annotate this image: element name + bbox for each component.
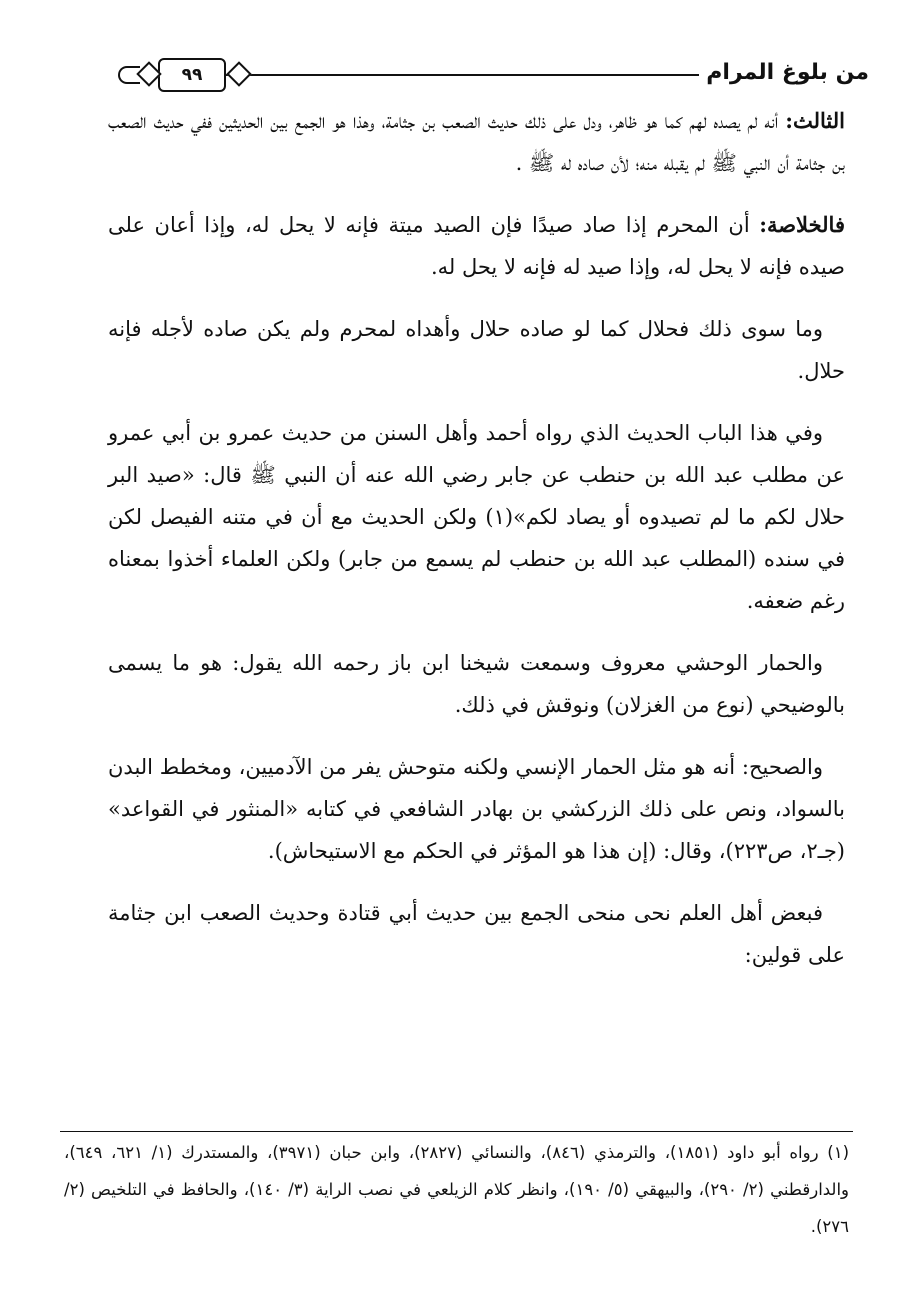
paragraph-text: فبعض أهل العلم نحى منحى الجمع بين حديث أبي قتادة وحديث الصعب ابن جثامة على قولين: [108,901,845,967]
ornament-diamond-icon [226,61,251,86]
footnote-1: (١) رواه أبو داود (١٨٥١)، والترمذي (٨٤٦)، والنسائي (٢٨٢٧)، وابن حبان (٣٩٧١)، والمستدرك (١/ ٦٢١، ٦٤٩)، والدارقطني (٢/ ٢٩٠)، والبيهقي (٥/ ١٩٠)، وانظر كلام الزيلعي في نصب الراية (٣/ ١٤٠)، والحافظ في التلخيص (٢/ ٢٧٦). [64,1143,850,1236]
paragraph-text: والصحيح: أنه هو مثل الحمار الإنسي ولكنه متوحش يفر من الآدميين، ومخطط البدن بالسواد، ونص على ذلك الزركشي بن بهادر الشافعي في كتابه «المنثور في القواعد» (جـ٢، ص٢٢٣)، وقال: (إن هذا هو المؤثر في الحكم مع الاستيحاش). [108,755,845,863]
running-title: من بلوغ المرام [706,60,869,85]
footnote-rule [60,1131,853,1132]
paragraph-7 [108,892,845,976]
paragraph-4 [108,412,845,622]
paragraph-lead: فالخلاصة: [759,212,845,237]
paragraph-text: وما سوى ذلك فحلال كما لو صاده حلال وأهداه لمحرم ولم يكن صاده لأجله فإنه حلال. [108,317,845,383]
paragraph-2 [108,204,845,288]
main-text [108,100,845,996]
paragraph-6 [108,746,845,872]
paragraph-1 [108,100,845,184]
page-number: ٩٩ [158,58,226,92]
footnotes [64,1134,849,1245]
ornament-curl-icon [118,66,140,84]
paragraph-lead: الثالث: [785,108,845,133]
paragraph-text: أن المحرم إذا صاد صيدًا فإن الصيد ميتة فإنه لا يحل له، وإذا أعان على صيده فإنه لا يحل له، وإذا صيد له فإنه لا يحل له. [108,213,845,279]
header-rule [226,74,699,76]
paragraph-text: وفي هذا الباب الحديث الذي رواه أحمد وأهل السنن من حديث عمرو بن أبي عمرو عن مطلب عبد الله بن حنطب عن جابر رضي الله عنه أن النبي ﷺ قال: «صيد البر حلال لكم ما لم تصيدوه أو يصاد لكم»(١) ولكن الحديث مع أن في متنه الفيصل لكن في سنده (المطلب عبد الله بن حنطب لم يسمع من جابر) ولكن العلماء أخذوا بمعناه رغم ضعفه. [108,421,845,613]
paragraph-text: والحمار الوحشي معروف وسمعت شيخنا ابن باز رحمه الله يقول: هو ما يسمى بالوضيحي (نوع من الغزلان) ونوقش في ذلك. [108,651,845,717]
paragraph-5 [108,642,845,726]
paragraph-3 [108,308,845,392]
paragraph-text: أنه لم يصده لهم كما هو ظاهر، ودل على ذلك حديث الصعب بن جثامة، وهذا هو الجمع بين الحديثين ففي حديث الصعب بن جثامة أن النبي ﷺ لم يقبله منه؛ لأن صاده له ﷺ . [108,109,845,175]
page-header [118,56,869,96]
